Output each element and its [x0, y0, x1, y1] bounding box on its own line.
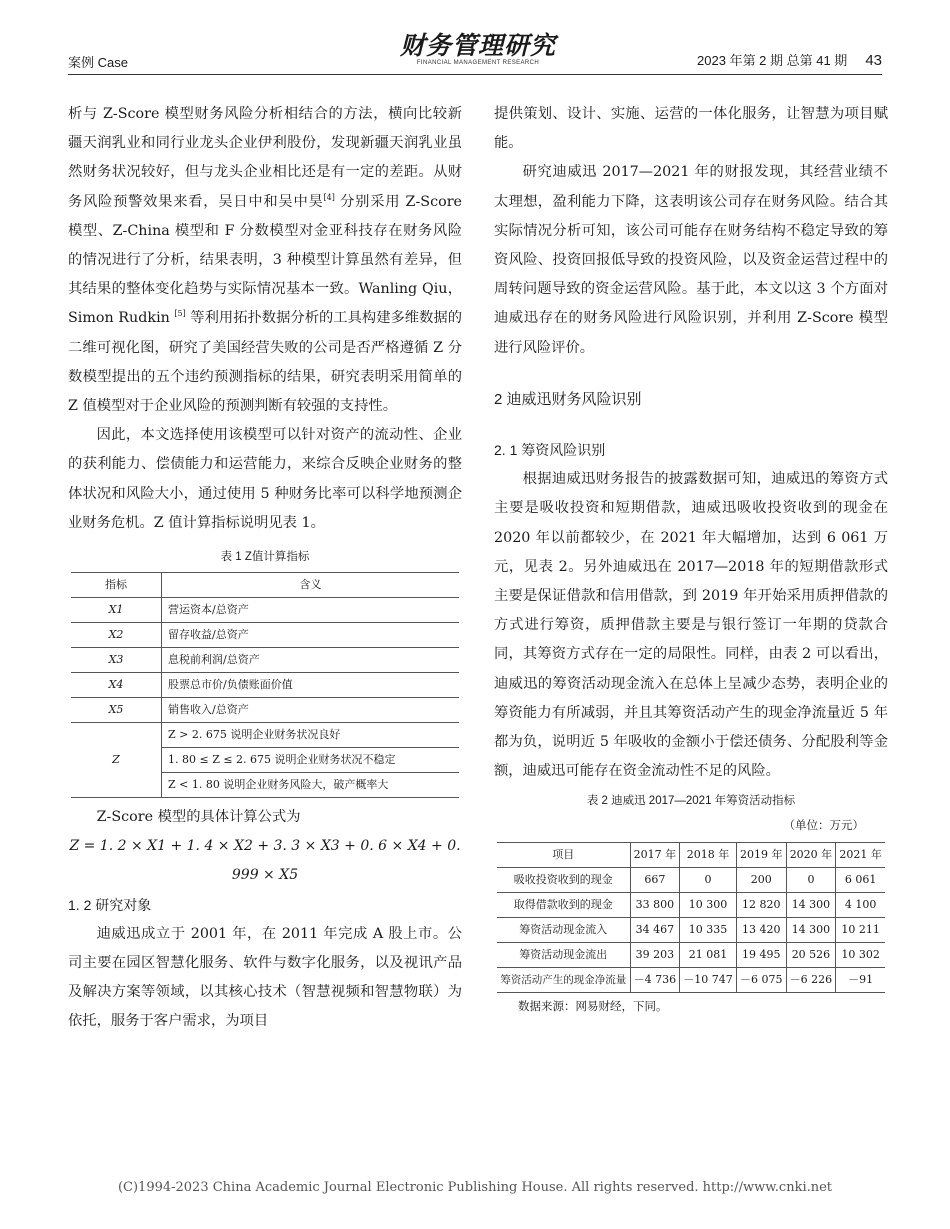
table-cell: 10 335 — [680, 917, 737, 942]
table-cell: 吸收投资收到的现金 — [497, 867, 630, 892]
table-cell: 营运资本/总资产 — [162, 598, 460, 623]
table-row — [71, 723, 459, 748]
table-row — [71, 698, 459, 723]
paragraph: 迪威迅成立于 2001 年，在 2011 年完成 A 股上市。公司主要在园区智慧化服务、软件与数字化服务，以及视讯产品及解决方案等领域，以其核心技术（智慧视频和智慧物联）为依托，服务于客户需求，为项目 — [68, 925, 462, 1030]
table-cell: 33 800 — [630, 892, 680, 917]
table-cell: 13 420 — [736, 917, 786, 942]
table-row — [497, 917, 885, 942]
issue-label: 2023 年第 2 期 总第 41 期 — [697, 53, 848, 68]
table-row — [71, 623, 459, 648]
table-1 — [71, 572, 459, 798]
table-row — [497, 942, 885, 967]
table-cell: 667 — [630, 867, 680, 892]
journal-logo — [398, 32, 558, 66]
table-cell: 10 302 — [836, 942, 885, 967]
table-cell: 34 467 — [630, 917, 680, 942]
table-1-caption: 表 1 Z值计算指标 — [220, 551, 310, 564]
table-cell: 200 — [736, 867, 786, 892]
table-cell: Z < 1. 80 说明企业财务风险大，破产概率大 — [162, 773, 460, 798]
table-cell: 筹资活动产生的现金净流量 — [497, 967, 630, 992]
text-run: 分别采用 Z-Score 模型、Z-China 模型和 F 分数模型对金亚科技存在财务风险的情况进行了分析，结果表明，3 种模型计算虽然有差异，但其结果的整体变化趋势与实际情况基本一致。Wanling Qiu，Simon Rudkin — [68, 193, 463, 327]
table-cell: 10 211 — [836, 917, 885, 942]
table-row — [497, 967, 885, 992]
paragraph: 因此，本文选择使用该模型可以针对资产的流动性、企业的获利能力、偿债能力和运营能力，来综合反映企业财务的整体状况和风险大小，通过使用 5 种财务比率可以科学地预测企业财务危机。Z 值计算指标说明见表 1。 — [68, 427, 462, 531]
citation-4[interactable]: [4] — [323, 192, 335, 202]
table-header-cell: 2018 年 — [680, 842, 737, 867]
table-cell: 取得借款收到的现金 — [497, 892, 630, 917]
table-header-cell: 2020 年 — [786, 842, 836, 867]
table-cell: 1. 80 ≤ Z ≤ 2. 675 说明企业财务状况不稳定 — [162, 748, 460, 773]
table-header-cell: 指标 — [71, 573, 162, 598]
table-cell: X2 — [71, 623, 162, 648]
table-header-cell: 2017 年 — [630, 842, 680, 867]
journal-logo-title: 财务管理研究 — [399, 31, 556, 60]
table-cell: 息税前利润/总资产 — [162, 648, 460, 673]
table-row — [71, 648, 459, 673]
text-run: 等利用拓扑数据分析的工具构建多维数据的二维可视化图，研究了美国经营失败的公司是否严格遵循 Z 分数模型提出的五个违约预测指标的结果，研究表明采用简单的 Z 值模型对于企业风险的预测判断有较强的支持性。 — [68, 310, 462, 415]
section-heading: 2 迪威迅财务风险识别 — [494, 390, 642, 408]
table-cell: X3 — [71, 648, 162, 673]
table-row — [497, 867, 885, 892]
table-cell: 14 300 — [786, 892, 836, 917]
left-column — [68, 100, 462, 1037]
table-header-cell: 2019 年 — [736, 842, 786, 867]
subsection-heading: 2. 1 筹资风险识别 — [494, 442, 606, 459]
table-cell: －4 736 — [630, 967, 680, 992]
citation-5[interactable]: [5] — [174, 309, 186, 319]
table-cell: －10 747 — [680, 967, 737, 992]
table-cell: 20 526 — [786, 942, 836, 967]
table-cell: 21 081 — [680, 942, 737, 967]
table-cell: －6 075 — [736, 967, 786, 992]
subsection-heading: 1. 2 研究对象 — [68, 896, 152, 913]
table-cell: 39 203 — [630, 942, 680, 967]
issue-info — [697, 50, 882, 69]
table-cell: 留存收益/总资产 — [162, 623, 460, 648]
table-cell: 12 820 — [736, 892, 786, 917]
paragraph: 研究迪威迅 2017—2021 年的财报发现，其经营业绩不太理想，盈利能力下降，这表明该公司存在财务风险。结合其实际情况分析可知，该公司可能存在财务结构不稳定导致的筹资风险、投资回报低导致的投资风险，以及资金运营过程中的周转问题导致的资金运营风险。基于此，本文以这 3 个方面对迪威迅存在的财务风险进行风险识别，并利用 Z-Score 模型进行风险评价。 — [494, 164, 888, 356]
table-cell: 14 300 — [786, 917, 836, 942]
paragraph: 根据迪威迅财务报告的披露数据可知，迪威迅的筹资方式主要是吸收投资和短期借款，迪威迅吸收投资收到的现金在 2020 年以前都较少，在 2021 年大幅增加，达到 6 061 万元，见表 2。另外迪威迅在 2017—2018 年的短期借款形式主要是保证借款和信用借款，到 2019 年开始采用质押借款的方式进行筹资，质押借款主要是与银行签订一年期的贷款合同，其筹资方式存在一定的局限性。同样，由表 2 可以看出，迪威迅的筹资活动现金流入在总体上呈减少态势，表明企业的筹资能力有所减弱，并且其筹资活动产生的现金净流量近 5 年都为负，说明近 5 年吸收的金额小于偿还债务、分配股利等金额，迪威迅可能存在资金流动性不足的风险。 — [494, 471, 888, 780]
page-number: 43 — [865, 52, 882, 69]
right-column — [494, 100, 888, 1022]
table-cell: 4 100 — [836, 892, 885, 917]
table-cell: 10 300 — [680, 892, 737, 917]
table-header-cell: 2021 年 — [836, 842, 885, 867]
table-cell: Z — [71, 723, 162, 798]
table-cell: 股票总市价/负债账面价值 — [162, 673, 460, 698]
table-header-row — [497, 842, 885, 867]
table-cell: Z > 2. 675 说明企业财务状况良好 — [162, 723, 460, 748]
table-2-caption: 表 2 迪威迅 2017—2021 年筹资活动指标 — [586, 795, 796, 808]
table-cell: 6 061 — [836, 867, 885, 892]
table-row — [71, 673, 459, 698]
table-cell: －91 — [836, 967, 885, 992]
table-cell: 筹资活动现金流出 — [497, 942, 630, 967]
table-header-cell: 含义 — [162, 573, 460, 598]
table-row — [497, 892, 885, 917]
section-label: 案例 Case — [68, 55, 128, 70]
table-header-cell: 项目 — [497, 842, 630, 867]
table-row — [71, 598, 459, 623]
table-cell: 销售收入/总资产 — [162, 698, 460, 723]
table-cell: X5 — [71, 698, 162, 723]
paragraph — [68, 100, 462, 421]
table-cell: 0 — [680, 867, 737, 892]
paragraph: 提供策划、设计、实施、运营的一体化服务，让智慧为项目赋能。 — [494, 106, 888, 152]
table-cell: 0 — [786, 867, 836, 892]
table-cell: X4 — [71, 673, 162, 698]
table-cell: －6 226 — [786, 967, 836, 992]
journal-logo-subtitle: FINANCIAL MANAGEMENT RESEARCH — [416, 60, 540, 66]
table-cell: X1 — [71, 598, 162, 623]
table-cell: 筹资活动现金流入 — [497, 917, 630, 942]
table-cell: 19 495 — [736, 942, 786, 967]
page-header — [68, 31, 882, 75]
paragraph: Z-Score 模型的具体计算公式为 — [96, 809, 301, 826]
copyright-footer: (C)1994-2023 China Academic Journal Electronic Publishing House. All rights reserved. http://www.cnki.net — [117, 1180, 833, 1195]
table-2-source: 数据来源：网易财经，下同。 — [518, 1000, 668, 1013]
text-run: 析与 Z-Score 模型财务风险分析相结合的方法，横向比较新疆天润乳业和同行业龙头企业伊利股份，发现新疆天润乳业虽然财务状况较好，但与龙头企业相比还是有一定的差距。从财务风险预警效果来看，吴日中和吴中昊 — [68, 106, 462, 210]
formula: Z = 1. 2 × X1 + 1. 4 × X2 + 3. 3 × X3 + 0. 6 × X4 + 0. 999 × X5 — [69, 838, 461, 884]
table-2 — [497, 842, 885, 993]
table-header-row — [71, 573, 459, 598]
table-2-unit: （单位：万元） — [783, 820, 864, 833]
